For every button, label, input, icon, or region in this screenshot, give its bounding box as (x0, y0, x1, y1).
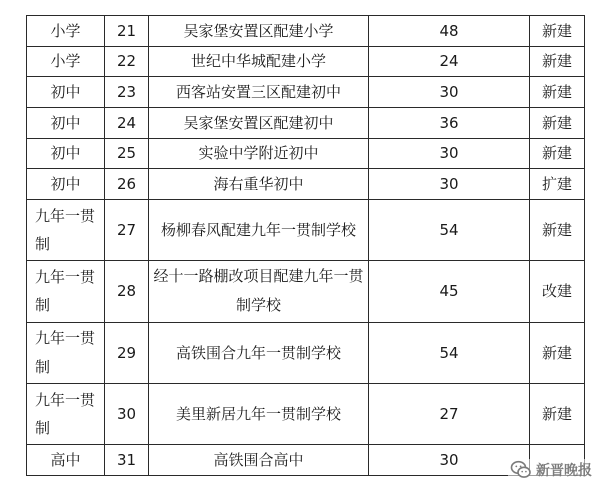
school-name-cell: 杨柳春风配建九年一贯制学校 (149, 199, 369, 260)
row-number-cell: 22 (105, 46, 149, 77)
table-row (27, 261, 585, 322)
watermark-text: 新晋晚报 (536, 463, 592, 479)
row-number-cell: 27 (105, 199, 149, 260)
row-number-cell: 25 (105, 138, 149, 169)
school-name-cell: 高铁围合九年一贯制学校 (149, 322, 369, 383)
table-row (27, 77, 585, 108)
school-name-cell: 吴家堡安置区配建初中 (149, 107, 369, 138)
table-row (27, 107, 585, 138)
construction-mode-cell: 扩建 (530, 169, 585, 200)
table-row (27, 322, 585, 383)
school-name-cell: 世纪中华城配建小学 (149, 46, 369, 77)
construction-mode-cell: 新建 (530, 383, 585, 444)
construction-mode-cell: 新建 (530, 16, 585, 47)
table-row (27, 383, 585, 444)
table-row (27, 46, 585, 77)
school-name-cell: 经十一路棚改项目配建九年一贯制学校 (149, 261, 369, 322)
class-count-cell: 30 (369, 138, 530, 169)
table-row (27, 169, 585, 200)
construction-mode-cell: 改建 (530, 261, 585, 322)
school-name-cell: 美里新居九年一贯制学校 (149, 383, 369, 444)
class-count-cell: 45 (369, 261, 530, 322)
row-number-cell: 24 (105, 107, 149, 138)
class-count-cell: 30 (369, 445, 530, 476)
class-count-cell: 54 (369, 199, 530, 260)
class-count-cell: 54 (369, 322, 530, 383)
construction-mode-cell: 新建 (530, 46, 585, 77)
school-name-cell: 实验中学附近初中 (149, 138, 369, 169)
table-row (27, 138, 585, 169)
school-name-cell: 西客站安置三区配建初中 (149, 77, 369, 108)
row-number-cell: 28 (105, 261, 149, 322)
construction-mode-cell: 新建 (530, 107, 585, 138)
row-number-cell: 31 (105, 445, 149, 476)
school-name-cell: 高铁围合高中 (149, 445, 369, 476)
school-type-cell: 初中 (27, 107, 105, 138)
school-type-cell: 九年一贯制 (27, 261, 105, 322)
class-count-cell: 30 (369, 169, 530, 200)
class-count-cell: 27 (369, 383, 530, 444)
school-type-cell: 初中 (27, 138, 105, 169)
class-count-cell: 30 (369, 77, 530, 108)
wechat-icon (510, 459, 532, 481)
row-number-cell: 21 (105, 16, 149, 47)
table-row (27, 199, 585, 260)
table-row (27, 445, 585, 476)
class-count-cell: 36 (369, 107, 530, 138)
row-number-cell: 23 (105, 77, 149, 108)
school-type-cell: 九年一贯制 (27, 199, 105, 260)
school-name-cell: 吴家堡安置区配建小学 (149, 16, 369, 47)
table-row (27, 16, 585, 47)
construction-mode-cell: 新建 (530, 322, 585, 383)
school-name-cell: 海右重华初中 (149, 169, 369, 200)
school-type-cell: 高中 (27, 445, 105, 476)
school-type-cell: 初中 (27, 77, 105, 108)
row-number-cell: 26 (105, 169, 149, 200)
construction-mode-cell: 新建 (530, 138, 585, 169)
class-count-cell: 48 (369, 16, 530, 47)
school-construction-table (26, 15, 585, 476)
class-count-cell: 24 (369, 46, 530, 77)
row-number-cell: 29 (105, 322, 149, 383)
construction-mode-cell: 新建 (530, 77, 585, 108)
row-number-cell: 30 (105, 383, 149, 444)
school-type-cell: 九年一贯制 (27, 322, 105, 383)
newspaper-watermark (508, 459, 594, 481)
school-type-cell: 九年一贯制 (27, 383, 105, 444)
school-type-cell: 小学 (27, 46, 105, 77)
school-type-cell: 初中 (27, 169, 105, 200)
construction-mode-cell: 新建 (530, 199, 585, 260)
school-type-cell: 小学 (27, 16, 105, 47)
